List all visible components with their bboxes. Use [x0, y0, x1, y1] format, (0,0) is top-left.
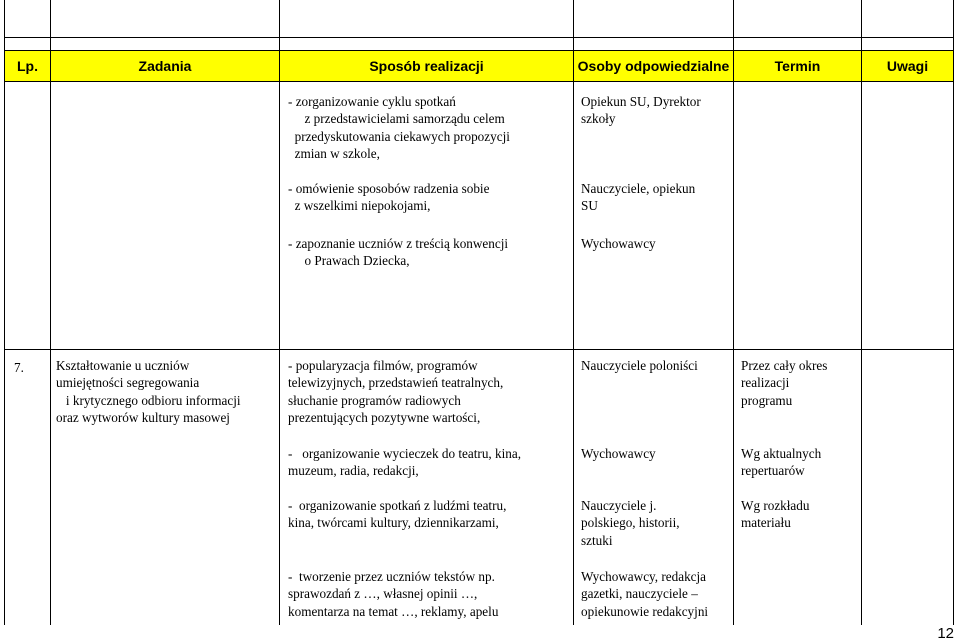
header-uwagi-label: Uwagi — [886, 58, 929, 74]
header-termin-label: Termin — [774, 58, 821, 74]
osoby-cell: Wychowawcy — [581, 446, 656, 461]
header-lp-label: Lp. — [17, 58, 38, 74]
table-border — [573, 0, 574, 625]
header-osoby — [574, 51, 733, 81]
header-sposob — [280, 51, 573, 81]
table-border — [861, 0, 862, 625]
osoby-cell: Nauczyciele poloniści — [581, 358, 698, 373]
sposob-cell: - omówienie sposobów radzenia sobie z wszelkimi niepokojami, — [288, 181, 490, 214]
header-zadania — [51, 51, 279, 81]
osoby-cell: Wychowawcy — [581, 236, 656, 251]
sposob-cell: - popularyzacja filmów, programów telewizyjnych, przedstawień teatralnych, słuchanie programów radiowych prezentujących pozytywne wartości, — [288, 358, 504, 426]
sposob-cell: - zorganizowanie cyklu spotkań z przedstawicielami samorządu celem przedyskutowania ciekawych propozycji zmian w szkole, — [288, 94, 510, 162]
table-border — [4, 349, 954, 350]
header-uwagi — [862, 51, 953, 81]
osoby-cell: Nauczyciele, opiekun SU — [581, 181, 696, 214]
sposob-cell: - tworzenie przez uczniów tekstów np. sprawozdań z …, własnej opinii …, komentarza na temat …, reklamy, apelu — [288, 569, 499, 619]
header-osoby-label: Osoby odpowiedzialne — [577, 58, 730, 74]
table-border — [953, 0, 954, 625]
osoby-cell: Nauczyciele j. polskiego, historii, sztuki — [581, 498, 680, 548]
header-termin — [734, 51, 861, 81]
sposob-cell: - zapoznanie uczniów z treścią konwencji o Prawach Dziecka, — [288, 236, 509, 269]
header-sposob-label: Sposób realizacji — [369, 58, 484, 74]
table-border — [4, 0, 5, 625]
table-border — [50, 0, 51, 625]
page-number: 12 — [937, 625, 954, 642]
row-number: 7. — [14, 360, 24, 375]
termin-cell: Wg rozkładu materiału — [741, 498, 810, 531]
termin-cell: Wg aktualnych repertuarów — [741, 446, 822, 479]
header-lp — [5, 51, 50, 81]
table-border — [4, 37, 954, 38]
table-border — [733, 0, 734, 625]
table-border — [4, 81, 954, 82]
osoby-cell: Wychowawcy, redakcja gazetki, nauczyciele – opiekunowie redakcyjni — [581, 569, 709, 619]
sposob-cell: - organizowanie wycieczek do teatru, kina, muzeum, radia, redakcji, — [288, 446, 522, 479]
header-zadania-label: Zadania — [138, 58, 192, 74]
osoby-cell: Opiekun SU, Dyrektor szkoły — [581, 94, 701, 127]
table-border — [279, 0, 280, 625]
termin-cell: Przez cały okres realizacji programu — [741, 358, 828, 408]
sposob-cell: - organizowanie spotkań z ludźmi teatru, kina, twórcami kultury, dziennikarzami, — [288, 498, 507, 531]
zadania-cell: Kształtowanie u uczniów umiejętności segregowania i krytycznego odbioru informacji oraz wytworów kultury masowej — [56, 358, 241, 426]
